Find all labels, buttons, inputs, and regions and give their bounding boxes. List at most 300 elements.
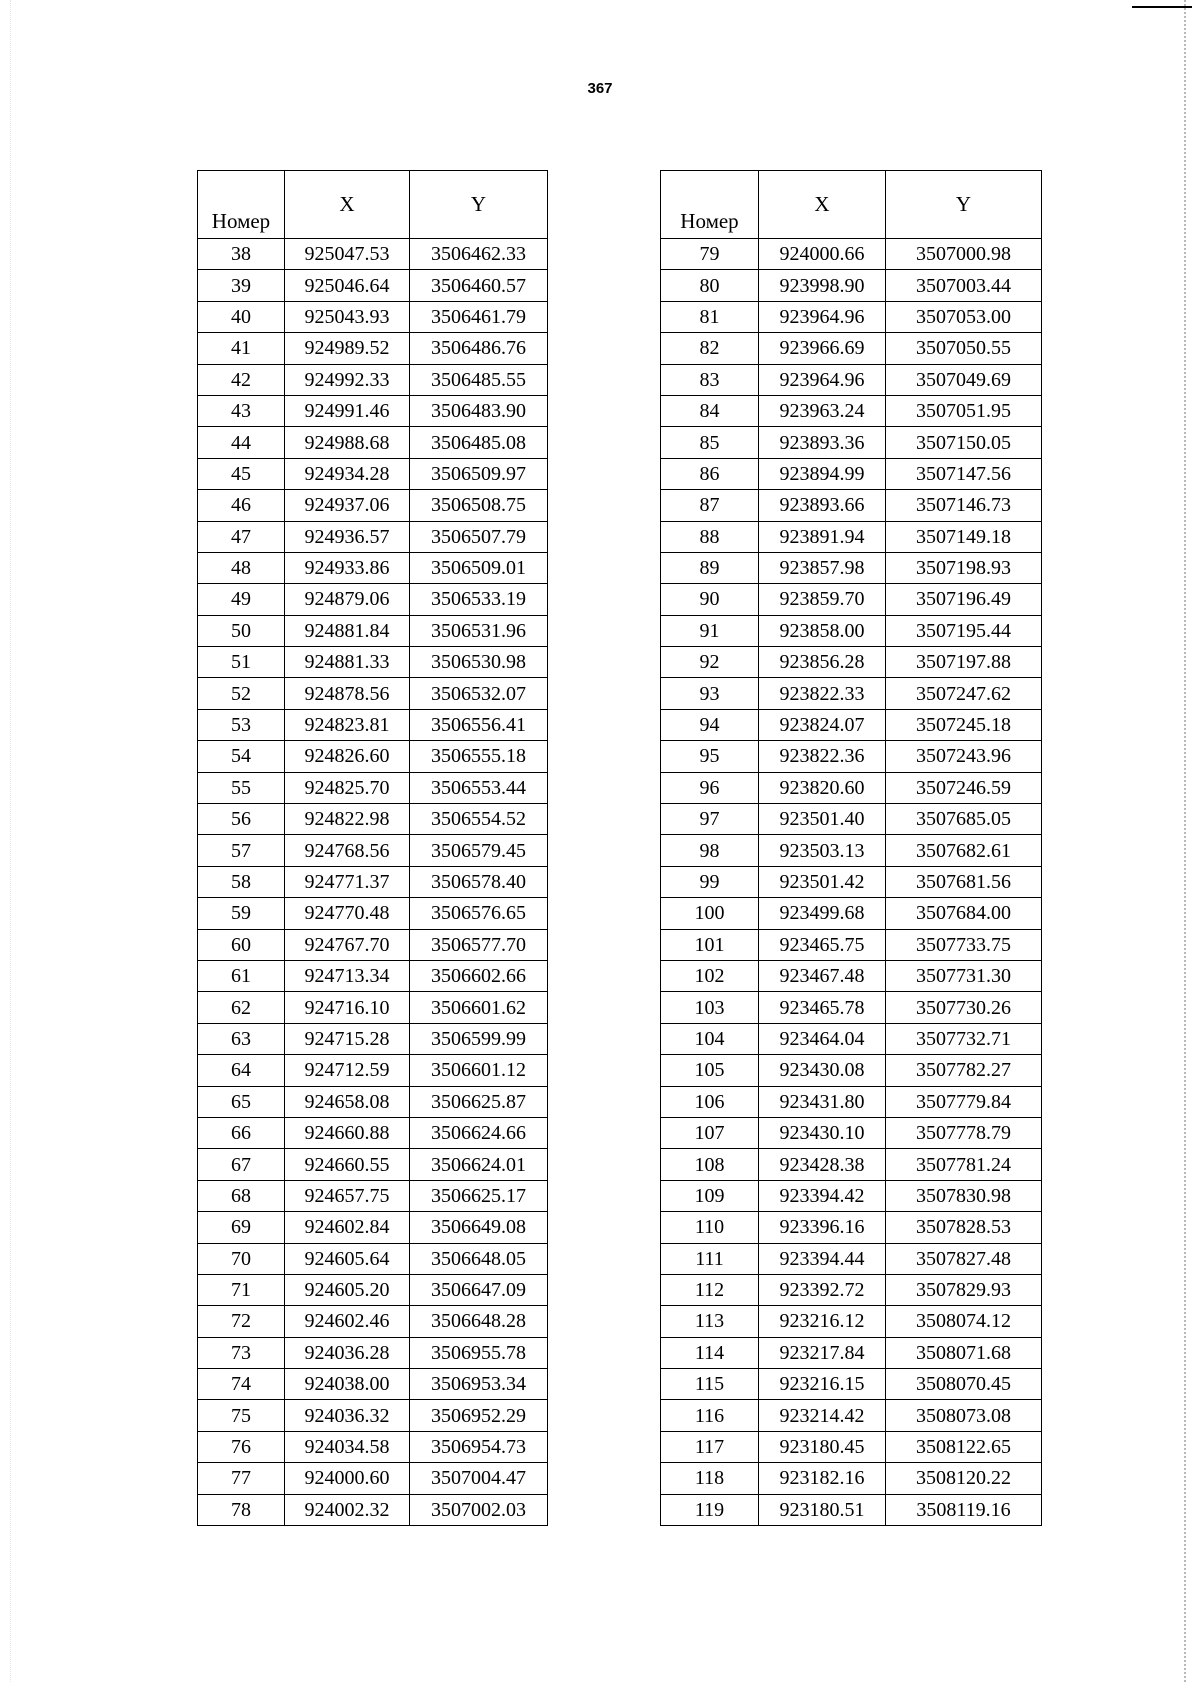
y-coordinate-cell: 3508122.65 xyxy=(886,1431,1042,1462)
y-coordinate-cell: 3508071.68 xyxy=(886,1337,1042,1368)
x-coordinate-cell: 925043.93 xyxy=(285,301,410,332)
table-row xyxy=(198,395,548,426)
table-row xyxy=(661,1274,1042,1305)
point-number-cell: 54 xyxy=(198,741,285,772)
y-coordinate-cell: 3507829.93 xyxy=(886,1274,1042,1305)
x-coordinate-cell: 923893.36 xyxy=(759,427,886,458)
x-coordinate-cell: 923431.80 xyxy=(759,1086,886,1117)
y-coordinate-cell: 3507781.24 xyxy=(886,1149,1042,1180)
table-row xyxy=(661,1212,1042,1243)
y-coordinate-cell: 3506576.65 xyxy=(410,898,548,929)
x-coordinate-cell: 924036.32 xyxy=(285,1400,410,1431)
point-number-cell: 92 xyxy=(661,647,759,678)
x-coordinate-cell: 924658.08 xyxy=(285,1086,410,1117)
y-coordinate-cell: 3506553.44 xyxy=(410,772,548,803)
point-number-cell: 71 xyxy=(198,1274,285,1305)
point-number-cell: 78 xyxy=(198,1494,285,1525)
header-x: X xyxy=(285,171,410,239)
y-coordinate-cell: 3506508.75 xyxy=(410,490,548,521)
header-y: Y xyxy=(410,171,548,239)
point-number-cell: 61 xyxy=(198,960,285,991)
table-row xyxy=(198,1494,548,1525)
point-number-cell: 40 xyxy=(198,301,285,332)
y-coordinate-cell: 3506461.79 xyxy=(410,301,548,332)
point-number-cell: 69 xyxy=(198,1212,285,1243)
x-coordinate-cell: 924715.28 xyxy=(285,1023,410,1054)
point-number-cell: 118 xyxy=(661,1463,759,1494)
y-coordinate-cell: 3507002.03 xyxy=(410,1494,548,1525)
x-coordinate-cell: 924602.84 xyxy=(285,1212,410,1243)
table-row xyxy=(661,1023,1042,1054)
point-number-cell: 81 xyxy=(661,301,759,332)
y-coordinate-cell: 3507195.44 xyxy=(886,615,1042,646)
y-coordinate-cell: 3507150.05 xyxy=(886,427,1042,458)
point-number-cell: 66 xyxy=(198,1117,285,1148)
table-row xyxy=(198,1243,548,1274)
table-row xyxy=(661,333,1042,364)
y-coordinate-cell: 3507685.05 xyxy=(886,804,1042,835)
table-row xyxy=(198,1369,548,1400)
point-number-cell: 106 xyxy=(661,1086,759,1117)
table-body-left xyxy=(198,239,548,1526)
table-row xyxy=(198,960,548,991)
point-number-cell: 47 xyxy=(198,521,285,552)
y-coordinate-cell: 3506531.96 xyxy=(410,615,548,646)
y-coordinate-cell: 3507003.44 xyxy=(886,270,1042,301)
y-coordinate-cell: 3507830.98 xyxy=(886,1180,1042,1211)
x-coordinate-cell: 924605.20 xyxy=(285,1274,410,1305)
table-row xyxy=(661,490,1042,521)
x-coordinate-cell: 924989.52 xyxy=(285,333,410,364)
table-row xyxy=(661,1243,1042,1274)
y-coordinate-cell: 3507733.75 xyxy=(886,929,1042,960)
table-row xyxy=(661,709,1042,740)
y-coordinate-cell: 3506509.97 xyxy=(410,458,548,489)
x-coordinate-cell: 924768.56 xyxy=(285,835,410,866)
table-row xyxy=(198,239,548,270)
y-coordinate-cell: 3506601.62 xyxy=(410,992,548,1023)
point-number-cell: 48 xyxy=(198,552,285,583)
table-row xyxy=(198,804,548,835)
point-number-cell: 112 xyxy=(661,1274,759,1305)
x-coordinate-cell: 925047.53 xyxy=(285,239,410,270)
header-number: Номер xyxy=(661,171,759,239)
point-number-cell: 63 xyxy=(198,1023,285,1054)
point-number-cell: 51 xyxy=(198,647,285,678)
x-coordinate-cell: 923501.40 xyxy=(759,804,886,835)
table-row xyxy=(198,1463,548,1494)
table-row xyxy=(661,960,1042,991)
point-number-cell: 115 xyxy=(661,1369,759,1400)
x-coordinate-cell: 923392.72 xyxy=(759,1274,886,1305)
table-row xyxy=(198,929,548,960)
x-coordinate-cell: 924605.64 xyxy=(285,1243,410,1274)
x-coordinate-cell: 923430.08 xyxy=(759,1055,886,1086)
x-coordinate-cell: 923501.42 xyxy=(759,866,886,897)
table-row xyxy=(198,709,548,740)
x-coordinate-cell: 924660.88 xyxy=(285,1117,410,1148)
point-number-cell: 77 xyxy=(198,1463,285,1494)
y-coordinate-cell: 3506533.19 xyxy=(410,584,548,615)
table-row xyxy=(661,584,1042,615)
table-row xyxy=(198,647,548,678)
x-coordinate-cell: 924822.98 xyxy=(285,804,410,835)
y-coordinate-cell: 3507782.27 xyxy=(886,1055,1042,1086)
y-coordinate-cell: 3507245.18 xyxy=(886,709,1042,740)
table-row xyxy=(198,427,548,458)
table-row xyxy=(661,521,1042,552)
point-number-cell: 87 xyxy=(661,490,759,521)
point-number-cell: 39 xyxy=(198,270,285,301)
table-row xyxy=(198,1306,548,1337)
point-number-cell: 80 xyxy=(661,270,759,301)
y-coordinate-cell: 3506648.05 xyxy=(410,1243,548,1274)
table-row xyxy=(198,866,548,897)
y-coordinate-cell: 3507050.55 xyxy=(886,333,1042,364)
table-row xyxy=(661,1306,1042,1337)
x-coordinate-cell: 924934.28 xyxy=(285,458,410,489)
y-coordinate-cell: 3506460.57 xyxy=(410,270,548,301)
point-number-cell: 82 xyxy=(661,333,759,364)
point-number-cell: 44 xyxy=(198,427,285,458)
point-number-cell: 67 xyxy=(198,1149,285,1180)
table-row xyxy=(661,804,1042,835)
y-coordinate-cell: 3507147.56 xyxy=(886,458,1042,489)
table-row xyxy=(198,678,548,709)
point-number-cell: 68 xyxy=(198,1180,285,1211)
point-number-cell: 43 xyxy=(198,395,285,426)
table-row xyxy=(661,929,1042,960)
y-coordinate-cell: 3506649.08 xyxy=(410,1212,548,1243)
y-coordinate-cell: 3506599.99 xyxy=(410,1023,548,1054)
x-coordinate-cell: 924767.70 xyxy=(285,929,410,960)
scan-edge-left xyxy=(0,0,11,1682)
table-row xyxy=(661,458,1042,489)
x-coordinate-cell: 923964.96 xyxy=(759,301,886,332)
page-number: 367 xyxy=(587,80,613,97)
table-row xyxy=(661,678,1042,709)
x-coordinate-cell: 923394.42 xyxy=(759,1180,886,1211)
y-coordinate-cell: 3507779.84 xyxy=(886,1086,1042,1117)
x-coordinate-cell: 923857.98 xyxy=(759,552,886,583)
x-coordinate-cell: 923859.70 xyxy=(759,584,886,615)
x-coordinate-cell: 924937.06 xyxy=(285,490,410,521)
point-number-cell: 114 xyxy=(661,1337,759,1368)
x-coordinate-cell: 924000.66 xyxy=(759,239,886,270)
x-coordinate-cell: 923182.16 xyxy=(759,1463,886,1494)
table-row xyxy=(661,898,1042,929)
point-number-cell: 60 xyxy=(198,929,285,960)
table-row xyxy=(198,992,548,1023)
x-coordinate-cell: 924879.06 xyxy=(285,584,410,615)
x-coordinate-cell: 924770.48 xyxy=(285,898,410,929)
table-row xyxy=(198,490,548,521)
point-number-cell: 90 xyxy=(661,584,759,615)
y-coordinate-cell: 3506530.98 xyxy=(410,647,548,678)
point-number-cell: 103 xyxy=(661,992,759,1023)
y-coordinate-cell: 3506954.73 xyxy=(410,1431,548,1462)
point-number-cell: 91 xyxy=(661,615,759,646)
point-number-cell: 64 xyxy=(198,1055,285,1086)
point-number-cell: 109 xyxy=(661,1180,759,1211)
y-coordinate-cell: 3506485.08 xyxy=(410,427,548,458)
table-row xyxy=(661,1463,1042,1494)
table-row xyxy=(661,270,1042,301)
x-coordinate-cell: 924002.32 xyxy=(285,1494,410,1525)
x-coordinate-cell: 923465.75 xyxy=(759,929,886,960)
point-number-cell: 55 xyxy=(198,772,285,803)
y-coordinate-cell: 3507243.96 xyxy=(886,741,1042,772)
table-body-right xyxy=(661,239,1042,1526)
point-number-cell: 73 xyxy=(198,1337,285,1368)
y-coordinate-cell: 3506625.17 xyxy=(410,1180,548,1211)
point-number-cell: 57 xyxy=(198,835,285,866)
y-coordinate-cell: 3506532.07 xyxy=(410,678,548,709)
table-row xyxy=(661,1431,1042,1462)
point-number-cell: 113 xyxy=(661,1306,759,1337)
table-row xyxy=(198,364,548,395)
point-number-cell: 75 xyxy=(198,1400,285,1431)
y-coordinate-cell: 3506624.66 xyxy=(410,1117,548,1148)
x-coordinate-cell: 923858.00 xyxy=(759,615,886,646)
point-number-cell: 49 xyxy=(198,584,285,615)
x-coordinate-cell: 923430.10 xyxy=(759,1117,886,1148)
table-header-row xyxy=(198,171,548,239)
point-number-cell: 93 xyxy=(661,678,759,709)
y-coordinate-cell: 3507246.59 xyxy=(886,772,1042,803)
table-row xyxy=(198,1055,548,1086)
point-number-cell: 116 xyxy=(661,1400,759,1431)
point-number-cell: 100 xyxy=(661,898,759,929)
y-coordinate-cell: 3506486.76 xyxy=(410,333,548,364)
table-row xyxy=(198,552,548,583)
table-row xyxy=(661,992,1042,1023)
table-row xyxy=(198,1117,548,1148)
x-coordinate-cell: 924657.75 xyxy=(285,1180,410,1211)
y-coordinate-cell: 3506625.87 xyxy=(410,1086,548,1117)
y-coordinate-cell: 3506462.33 xyxy=(410,239,548,270)
point-number-cell: 56 xyxy=(198,804,285,835)
y-coordinate-cell: 3507778.79 xyxy=(886,1117,1042,1148)
x-coordinate-cell: 923893.66 xyxy=(759,490,886,521)
y-coordinate-cell: 3507732.71 xyxy=(886,1023,1042,1054)
table-row xyxy=(198,898,548,929)
y-coordinate-cell: 3506485.55 xyxy=(410,364,548,395)
y-coordinate-cell: 3507730.26 xyxy=(886,992,1042,1023)
x-coordinate-cell: 923216.12 xyxy=(759,1306,886,1337)
table-row xyxy=(198,835,548,866)
y-coordinate-cell: 3507198.93 xyxy=(886,552,1042,583)
table-row xyxy=(661,364,1042,395)
y-coordinate-cell: 3506554.52 xyxy=(410,804,548,835)
table-row xyxy=(661,741,1042,772)
x-coordinate-cell: 923964.96 xyxy=(759,364,886,395)
header-number: Номер xyxy=(198,171,285,239)
table-row xyxy=(661,772,1042,803)
table-row xyxy=(198,333,548,364)
point-number-cell: 101 xyxy=(661,929,759,960)
x-coordinate-cell: 924602.46 xyxy=(285,1306,410,1337)
point-number-cell: 99 xyxy=(661,866,759,897)
y-coordinate-cell: 3506579.45 xyxy=(410,835,548,866)
table-row xyxy=(661,1149,1042,1180)
x-coordinate-cell: 924991.46 xyxy=(285,395,410,426)
x-coordinate-cell: 923396.16 xyxy=(759,1212,886,1243)
point-number-cell: 50 xyxy=(198,615,285,646)
point-number-cell: 97 xyxy=(661,804,759,835)
header-y: Y xyxy=(886,171,1042,239)
table-row xyxy=(198,772,548,803)
y-coordinate-cell: 3506509.01 xyxy=(410,552,548,583)
y-coordinate-cell: 3508070.45 xyxy=(886,1369,1042,1400)
x-coordinate-cell: 923394.44 xyxy=(759,1243,886,1274)
table-row xyxy=(198,458,548,489)
point-number-cell: 70 xyxy=(198,1243,285,1274)
table-row xyxy=(198,1212,548,1243)
x-coordinate-cell: 924036.28 xyxy=(285,1337,410,1368)
x-coordinate-cell: 923467.48 xyxy=(759,960,886,991)
point-number-cell: 62 xyxy=(198,992,285,1023)
table-row xyxy=(198,521,548,552)
x-coordinate-cell: 924712.59 xyxy=(285,1055,410,1086)
coordinates-table-left xyxy=(197,170,548,1526)
table-row xyxy=(661,1494,1042,1525)
x-coordinate-cell: 923820.60 xyxy=(759,772,886,803)
table-row xyxy=(198,1149,548,1180)
y-coordinate-cell: 3507731.30 xyxy=(886,960,1042,991)
point-number-cell: 74 xyxy=(198,1369,285,1400)
scan-edge-right xyxy=(1184,0,1200,1682)
point-number-cell: 42 xyxy=(198,364,285,395)
table-row xyxy=(661,1086,1042,1117)
y-coordinate-cell: 3506624.01 xyxy=(410,1149,548,1180)
point-number-cell: 86 xyxy=(661,458,759,489)
x-coordinate-cell: 923822.33 xyxy=(759,678,886,709)
x-coordinate-cell: 924000.60 xyxy=(285,1463,410,1494)
y-coordinate-cell: 3507681.56 xyxy=(886,866,1042,897)
y-coordinate-cell: 3506555.18 xyxy=(410,741,548,772)
point-number-cell: 117 xyxy=(661,1431,759,1462)
y-coordinate-cell: 3506952.29 xyxy=(410,1400,548,1431)
table-row xyxy=(661,239,1042,270)
y-coordinate-cell: 3506601.12 xyxy=(410,1055,548,1086)
y-coordinate-cell: 3507827.48 xyxy=(886,1243,1042,1274)
x-coordinate-cell: 924825.70 xyxy=(285,772,410,803)
point-number-cell: 119 xyxy=(661,1494,759,1525)
x-coordinate-cell: 923180.45 xyxy=(759,1431,886,1462)
table-row xyxy=(661,1055,1042,1086)
y-coordinate-cell: 3506483.90 xyxy=(410,395,548,426)
table-row xyxy=(198,1274,548,1305)
x-coordinate-cell: 925046.64 xyxy=(285,270,410,301)
scan-top-mark xyxy=(1132,6,1192,8)
x-coordinate-cell: 924716.10 xyxy=(285,992,410,1023)
point-number-cell: 38 xyxy=(198,239,285,270)
point-number-cell: 98 xyxy=(661,835,759,866)
x-coordinate-cell: 923822.36 xyxy=(759,741,886,772)
point-number-cell: 108 xyxy=(661,1149,759,1180)
point-number-cell: 53 xyxy=(198,709,285,740)
y-coordinate-cell: 3508120.22 xyxy=(886,1463,1042,1494)
y-coordinate-cell: 3506647.09 xyxy=(410,1274,548,1305)
point-number-cell: 59 xyxy=(198,898,285,929)
point-number-cell: 52 xyxy=(198,678,285,709)
table-row xyxy=(661,1117,1042,1148)
point-number-cell: 85 xyxy=(661,427,759,458)
x-coordinate-cell: 923856.28 xyxy=(759,647,886,678)
x-coordinate-cell: 924936.57 xyxy=(285,521,410,552)
x-coordinate-cell: 924933.86 xyxy=(285,552,410,583)
x-coordinate-cell: 923966.69 xyxy=(759,333,886,364)
table-row xyxy=(198,301,548,332)
table-row xyxy=(198,1431,548,1462)
table-row xyxy=(661,866,1042,897)
y-coordinate-cell: 3507000.98 xyxy=(886,239,1042,270)
point-number-cell: 58 xyxy=(198,866,285,897)
point-number-cell: 110 xyxy=(661,1212,759,1243)
point-number-cell: 107 xyxy=(661,1117,759,1148)
point-number-cell: 104 xyxy=(661,1023,759,1054)
table-row xyxy=(661,647,1042,678)
x-coordinate-cell: 924826.60 xyxy=(285,741,410,772)
table-row xyxy=(198,1023,548,1054)
point-number-cell: 94 xyxy=(661,709,759,740)
x-coordinate-cell: 924713.34 xyxy=(285,960,410,991)
table-row xyxy=(661,1180,1042,1211)
x-coordinate-cell: 923180.51 xyxy=(759,1494,886,1525)
table-row xyxy=(198,741,548,772)
y-coordinate-cell: 3506578.40 xyxy=(410,866,548,897)
x-coordinate-cell: 923217.84 xyxy=(759,1337,886,1368)
point-number-cell: 88 xyxy=(661,521,759,552)
y-coordinate-cell: 3506953.34 xyxy=(410,1369,548,1400)
table-row xyxy=(198,270,548,301)
table-row xyxy=(198,584,548,615)
table-row xyxy=(198,1400,548,1431)
table-row xyxy=(661,395,1042,426)
table-row xyxy=(661,835,1042,866)
y-coordinate-cell: 3507146.73 xyxy=(886,490,1042,521)
y-coordinate-cell: 3507197.88 xyxy=(886,647,1042,678)
y-coordinate-cell: 3506648.28 xyxy=(410,1306,548,1337)
y-coordinate-cell: 3506577.70 xyxy=(410,929,548,960)
x-coordinate-cell: 924881.84 xyxy=(285,615,410,646)
y-coordinate-cell: 3506955.78 xyxy=(410,1337,548,1368)
x-coordinate-cell: 924823.81 xyxy=(285,709,410,740)
point-number-cell: 41 xyxy=(198,333,285,364)
x-coordinate-cell: 924660.55 xyxy=(285,1149,410,1180)
y-coordinate-cell: 3508119.16 xyxy=(886,1494,1042,1525)
x-coordinate-cell: 923216.15 xyxy=(759,1369,886,1400)
y-coordinate-cell: 3506556.41 xyxy=(410,709,548,740)
y-coordinate-cell: 3508074.12 xyxy=(886,1306,1042,1337)
table-row xyxy=(661,1337,1042,1368)
point-number-cell: 95 xyxy=(661,741,759,772)
x-coordinate-cell: 923963.24 xyxy=(759,395,886,426)
x-coordinate-cell: 923464.04 xyxy=(759,1023,886,1054)
x-coordinate-cell: 923214.42 xyxy=(759,1400,886,1431)
point-number-cell: 83 xyxy=(661,364,759,395)
y-coordinate-cell: 3507247.62 xyxy=(886,678,1042,709)
x-coordinate-cell: 923499.68 xyxy=(759,898,886,929)
table-row xyxy=(661,552,1042,583)
coordinates-table-right xyxy=(660,170,1042,1526)
x-coordinate-cell: 923465.78 xyxy=(759,992,886,1023)
table-row xyxy=(661,301,1042,332)
table-row xyxy=(198,1180,548,1211)
y-coordinate-cell: 3507049.69 xyxy=(886,364,1042,395)
x-coordinate-cell: 924988.68 xyxy=(285,427,410,458)
